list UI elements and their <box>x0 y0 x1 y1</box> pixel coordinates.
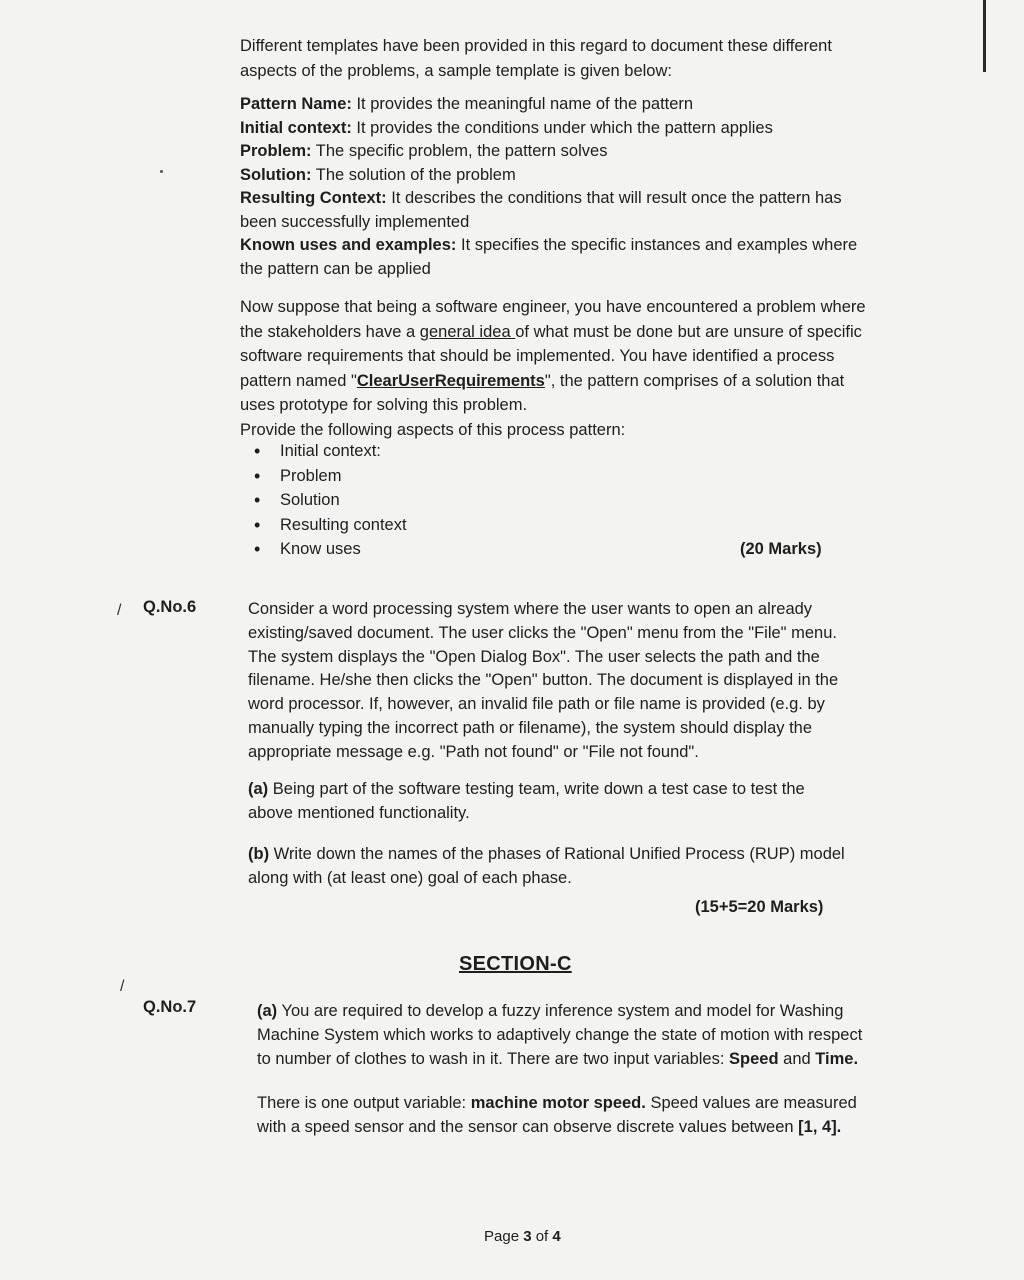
q6-line: The system displays the "Open Dialog Box". The user selects the path and the <box>248 647 820 666</box>
pattern-name-highlight: ClearUserRequirements <box>356 371 545 390</box>
intro-line-1: Different templates have been provided in this regard to document these different <box>240 37 832 55</box>
list-item: • Initial context: <box>252 439 852 464</box>
q7-a-line-3c: and <box>778 1049 816 1068</box>
list-item: • Resulting context <box>252 513 852 538</box>
q5-marks: (20 Marks) <box>740 540 822 558</box>
check-mark-icon: / <box>117 602 122 619</box>
scenario-line-2c: of what must be done but are unsure of specific <box>515 322 862 341</box>
known-uses-label: Known uses and examples: <box>240 236 457 254</box>
q7-p2-line-1c: Speed values are measured <box>645 1094 857 1112</box>
q7-a-text: You are required to develop a fuzzy inference system and model for Washing <box>277 1002 844 1020</box>
section-heading: SECTION-C <box>459 953 572 975</box>
resulting-context-text: It describes the conditions that will result once the pattern has <box>386 189 842 207</box>
q7-a-line-3 <box>257 1048 902 1072</box>
scenario-line-2a: the stakeholders have a <box>240 322 420 341</box>
list-item: • Solution <box>252 488 852 513</box>
scenario-line-2 <box>240 320 870 345</box>
q6-part-b <box>248 843 888 891</box>
q7-a-line-2: Machine System which works to adaptively change the state of motion with respect <box>257 1025 863 1044</box>
q6-b-label: (b) <box>248 845 270 863</box>
page-current: 3 <box>523 1228 532 1245</box>
problem-label: Problem: <box>240 142 312 160</box>
template-known-uses-cont: the pattern can be applied <box>240 259 431 278</box>
q6-a-line-1 <box>248 778 888 802</box>
scenario-line-3: software requirements that should be implemented. You have identified a process <box>240 347 835 365</box>
page-total: 4 <box>552 1228 561 1245</box>
q6-a-line-2: above mentioned functionality. <box>248 803 470 822</box>
known-uses-text: It specifies the specific instances and examples where <box>456 236 858 254</box>
q6-marks: (15+5=20 Marks) <box>695 898 824 916</box>
solution-label: Solution: <box>240 165 312 184</box>
q7-a-label: (a) <box>257 1002 278 1020</box>
q6-label: Q.No.6 <box>143 598 197 616</box>
scenario-line-6: Provide the following aspects of this process pattern: <box>240 420 626 439</box>
q6-line: word processor. If, however, an invalid file path or file name is provided (e.g. by <box>248 695 825 714</box>
initial-context-label: Initial context: <box>240 118 352 137</box>
template-known-uses <box>240 234 870 258</box>
list-item: • Problem <box>252 464 852 489</box>
q6-part-a <box>248 778 888 826</box>
time-variable: Time. <box>815 1049 859 1068</box>
scenario-line-4 <box>240 369 870 394</box>
q6-line: manually typing the incorrect path or filename), the system should display the <box>248 718 813 737</box>
q6-line: appropriate message e.g. "Path not found" or "File not found". <box>248 742 699 761</box>
q6-b-line-1 <box>248 843 888 867</box>
q6-line: filename. He/she then clicks the "Open" button. The document is displayed in the <box>248 671 839 690</box>
range-value: [1, 4]. <box>798 1117 842 1136</box>
scenario-line-4c: ", the pattern comprises of a solution that <box>544 371 845 390</box>
page-edge-shadow <box>983 0 986 72</box>
check-mark-icon: / <box>120 978 125 995</box>
pattern-name-label: Pattern Name: <box>240 95 352 113</box>
initial-context-text: It provides the conditions under which the pattern applies <box>351 118 773 137</box>
intro-line-2: aspects of the problems, a sample template is given below: <box>240 61 672 80</box>
general-idea-text: general idea <box>419 322 516 341</box>
resulting-context-label: Resulting Context: <box>240 189 387 207</box>
q6-line: Consider a word processing system where the user wants to open an already <box>248 600 813 618</box>
sample-template <box>240 93 870 281</box>
template-problem <box>240 140 870 164</box>
template-initial-context <box>240 117 870 141</box>
q7-label: Q.No.7 <box>143 998 197 1016</box>
pattern-name-text: It provides the meaningful name of the pattern <box>351 95 694 113</box>
q6-line: existing/saved document. The user clicks the "Open" menu from the "File" menu. <box>248 623 837 642</box>
q7-a-line-3a: to number of clothes to wash in it. There are two input variables: <box>257 1049 730 1068</box>
q6-b-line-2: along with (at least one) goal of each phase. <box>248 868 572 887</box>
scenario-line-1: Now suppose that being a software engineer, you have encountered a problem where <box>240 298 866 316</box>
q7-a-line-1 <box>257 1000 902 1024</box>
scenario-line-5: uses prototype for solving this problem. <box>240 396 528 414</box>
page-prefix: Page <box>484 1228 524 1245</box>
page-number <box>484 1228 561 1245</box>
scenario-paragraph <box>240 295 870 442</box>
scenario-line-4a: pattern named " <box>240 371 357 390</box>
q6-body <box>248 598 868 765</box>
template-resulting-context <box>240 187 870 211</box>
output-variable: machine motor speed. <box>470 1094 646 1112</box>
q6-a-text: Being part of the software testing team, write down a test case to test the <box>268 780 805 798</box>
q7-output-paragraph <box>257 1092 902 1140</box>
solution-text: The solution of the problem <box>311 165 516 184</box>
q7-p2-line-2 <box>257 1116 902 1140</box>
page-middle: of <box>531 1228 553 1245</box>
q6-b-text: Write down the names of the phases of Rational Unified Process (RUP) model <box>269 845 845 863</box>
q7-p2-line-1a: There is one output variable: <box>257 1094 471 1112</box>
stray-mark <box>160 170 163 173</box>
speed-variable: Speed <box>729 1049 779 1068</box>
template-pattern-name <box>240 93 870 117</box>
q7-p2-line-2a: with a speed sensor and the sensor can observe discrete values between <box>257 1117 799 1136</box>
template-solution <box>240 164 870 188</box>
q7-p2-line-1 <box>257 1092 902 1116</box>
problem-text: The specific problem, the pattern solves <box>311 142 608 160</box>
list-item: • Know uses <box>252 537 852 562</box>
q6-a-label: (a) <box>248 780 269 798</box>
intro-paragraph <box>240 34 870 83</box>
template-resulting-context-cont: been successfully implemented <box>240 212 470 231</box>
q7-part-a <box>257 1000 902 1071</box>
